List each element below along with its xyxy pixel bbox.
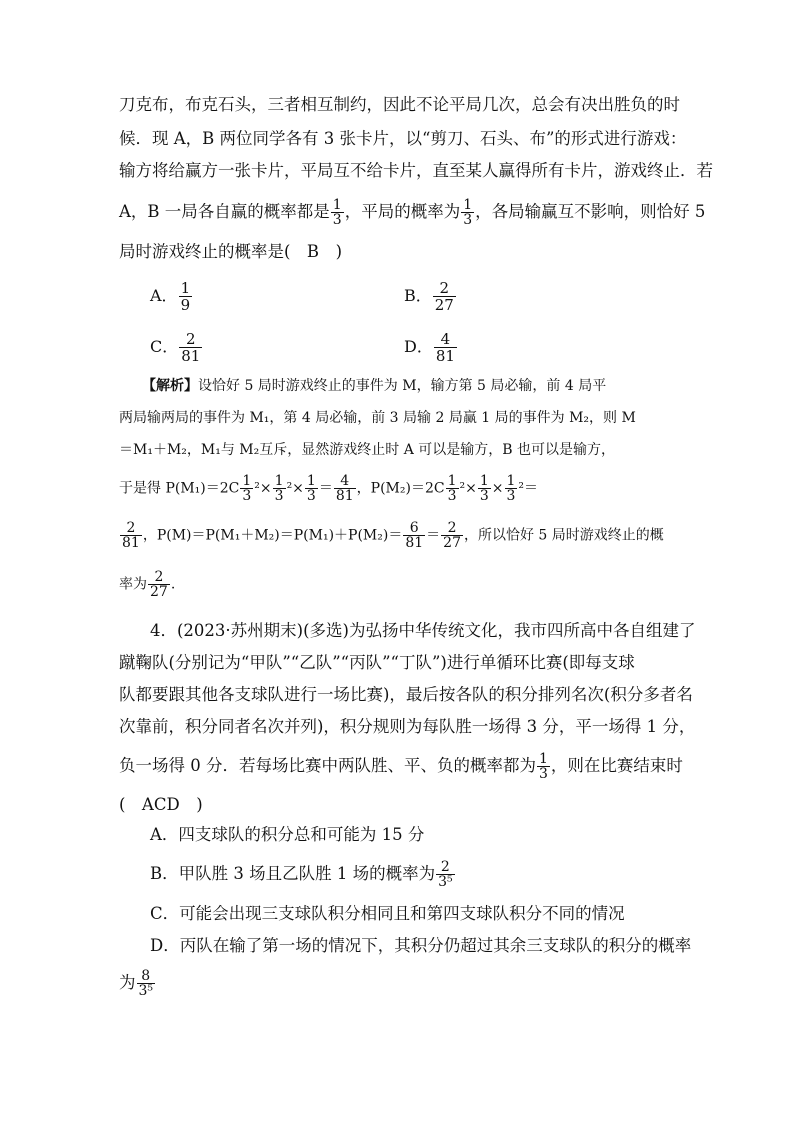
solution-line-4 [119,474,538,503]
q4-option-c: C．可能会出现三支球队积分相同且和第四支球队积分不同的情况 [150,904,625,923]
text: ²× [459,480,477,497]
text: 负一场得 0 分．若每场比赛中两队胜、平、负的概率都为 [119,756,536,775]
q3-line-3: 输方将给赢方一张卡片，平局互不给卡片，直至某人赢得所有卡片，游戏终止．若 [119,161,713,180]
text: ，平局的概率为 [344,202,461,221]
option-label: C． [150,337,179,356]
text: ，P(M)＝P(M₁＋M₂)＝P(M₁)＋P(M₂)＝ [142,527,403,544]
q4-line-5 [119,752,683,781]
text: ²× [254,480,272,497]
solution-line-5 [119,521,664,550]
q4-option-d-cont [119,969,156,998]
denominator: 3⁵ [438,874,453,890]
denominator: 3 [479,488,489,504]
solution-line-3: ＝M₁＋M₂，M₁与 M₂互斥，显然游戏终止时 A 可以是输方，B 也可以是输方， [119,442,615,458]
q4-line-1: 4．(2023·苏州期末)(多选)为弘扬中华传统文化，我市四所高中各自组建了 [150,621,696,640]
q4-option-a: A．四支球队的积分总和可能为 15 分 [150,825,425,844]
numerator: 2 [120,521,142,536]
denominator: 27 [150,584,168,600]
numerator: 1 [539,751,548,767]
q3-line-5: 局时游戏终止的概率是( B ) [119,242,342,261]
text: A，B 一局各自赢的概率都是 [119,202,330,221]
q3-option-d [404,331,458,364]
denominator: 81 [181,347,201,365]
text: 于是得 P(M₁)＝2C [119,480,240,497]
numerator: 1 [447,473,457,489]
text: ，各局输赢互不影响，则恰好 5 [475,202,706,221]
numerator: 1 [274,473,284,489]
fraction-one-third [537,752,550,781]
text: × [491,480,504,497]
text: ，所以恰好 5 局时游戏终止的概 [463,527,664,544]
numerator: 1 [306,473,316,489]
numerator: 2 [148,570,170,585]
option-fraction [179,331,202,364]
numerator: 4 [434,331,457,348]
q4-answer: ( ACD ) [119,795,203,814]
fraction [273,474,286,503]
denominator: 27 [434,296,454,314]
text: 率为 [119,576,147,593]
solution-line-6 [119,570,175,599]
numerator: 2 [441,521,463,536]
fraction [441,521,463,550]
text: ＝ [426,527,441,544]
option-fraction [179,280,193,313]
denominator: 3 [463,212,473,228]
q4-line-2: 蹴鞠队(分别记为“甲队”“乙队”“丙队”“丁队”)进行单循环比赛(即每支球 [119,653,635,672]
option-label: D． [404,337,433,356]
text: B．甲队胜 3 场且乙队胜 1 场的概率为 [150,864,436,883]
option-fraction [434,331,457,364]
numerator: 2 [436,860,455,875]
fraction-one-third [461,198,474,227]
q4-line-4: 次靠前，积分同者名次并列)，积分规则为每队胜一场得 3 分，平一场得 1 分， [119,717,696,736]
q3-option-a [150,280,193,313]
q3-line-4 [119,198,705,227]
denominator: 3⁵ [138,983,154,999]
fraction [148,570,170,599]
fraction [240,474,253,503]
denominator: 9 [180,296,191,314]
fraction [478,474,491,503]
fraction [137,969,156,998]
q3-option-b [404,280,457,313]
q3-line-1: 刀克布，布克石头，三者相互制约，因此不论平局几次，总会有决出胜负的时 [119,95,680,114]
q4-option-b [150,860,456,889]
q4-line-3: 队都要跟其他各支球队进行一场比赛)，最后按各队的积分排列名次(积分多者名 [119,685,693,704]
denominator: 3 [306,488,316,504]
q3-line-2: 候．现 A，B 两位同学各有 3 张卡片，以“剪刀、石头、布”的形式进行游戏： [119,129,687,148]
numerator: 1 [242,473,252,489]
text: 设恰好 5 局时游戏终止的事件为 M，输方第 5 局必输，前 4 局平 [198,378,607,394]
text: ，P(M₂)＝2C [356,480,445,497]
q4-option-d: D．丙队在输了第一场的情况下，其积分仍超过其余三支球队的积分的概率 [150,936,692,955]
text: ＝ [318,480,333,497]
numerator: 1 [463,197,473,213]
denominator: 81 [435,347,455,365]
fraction [305,474,318,503]
fraction-one-third [331,198,344,227]
denominator: 3 [506,488,516,504]
denominator: 81 [405,535,424,551]
numerator: 1 [180,279,191,297]
denominator: 3 [447,488,457,504]
numerator: 4 [334,474,356,489]
denominator: 3 [274,488,284,504]
fraction [403,521,425,550]
option-fraction [433,280,456,313]
denominator: 3 [539,766,548,782]
denominator: 3 [242,488,252,504]
text: . [170,576,176,593]
numerator: 6 [403,521,425,536]
fraction [120,521,142,550]
solution-line-1 [142,375,606,397]
numerator: 8 [137,969,156,984]
q3-option-c [150,331,203,364]
denominator: 81 [335,488,354,504]
denominator: 81 [122,535,140,551]
text: 为 [119,973,136,992]
numerator: 2 [433,280,456,297]
numerator: 2 [179,331,202,348]
numerator: 1 [506,473,516,489]
solution-line-2: 两局输两局的事件为 M₁，第 4 局必输，前 3 局输 2 局赢 1 局的事件为 M₂，则 M [119,410,636,426]
option-label: B． [404,286,432,305]
text: ，则在比赛结束时 [550,756,683,775]
text: ²× [286,480,304,497]
denominator: 27 [443,535,461,551]
fraction [505,474,518,503]
fraction [446,474,459,503]
fraction [334,474,356,503]
numerator: 1 [479,473,489,489]
fraction [436,860,455,889]
solution-tag: 【解析】 [142,378,198,394]
text: ²＝ [518,480,539,497]
option-label: A． [150,286,178,305]
numerator: 1 [332,197,342,213]
denominator: 3 [332,212,342,228]
